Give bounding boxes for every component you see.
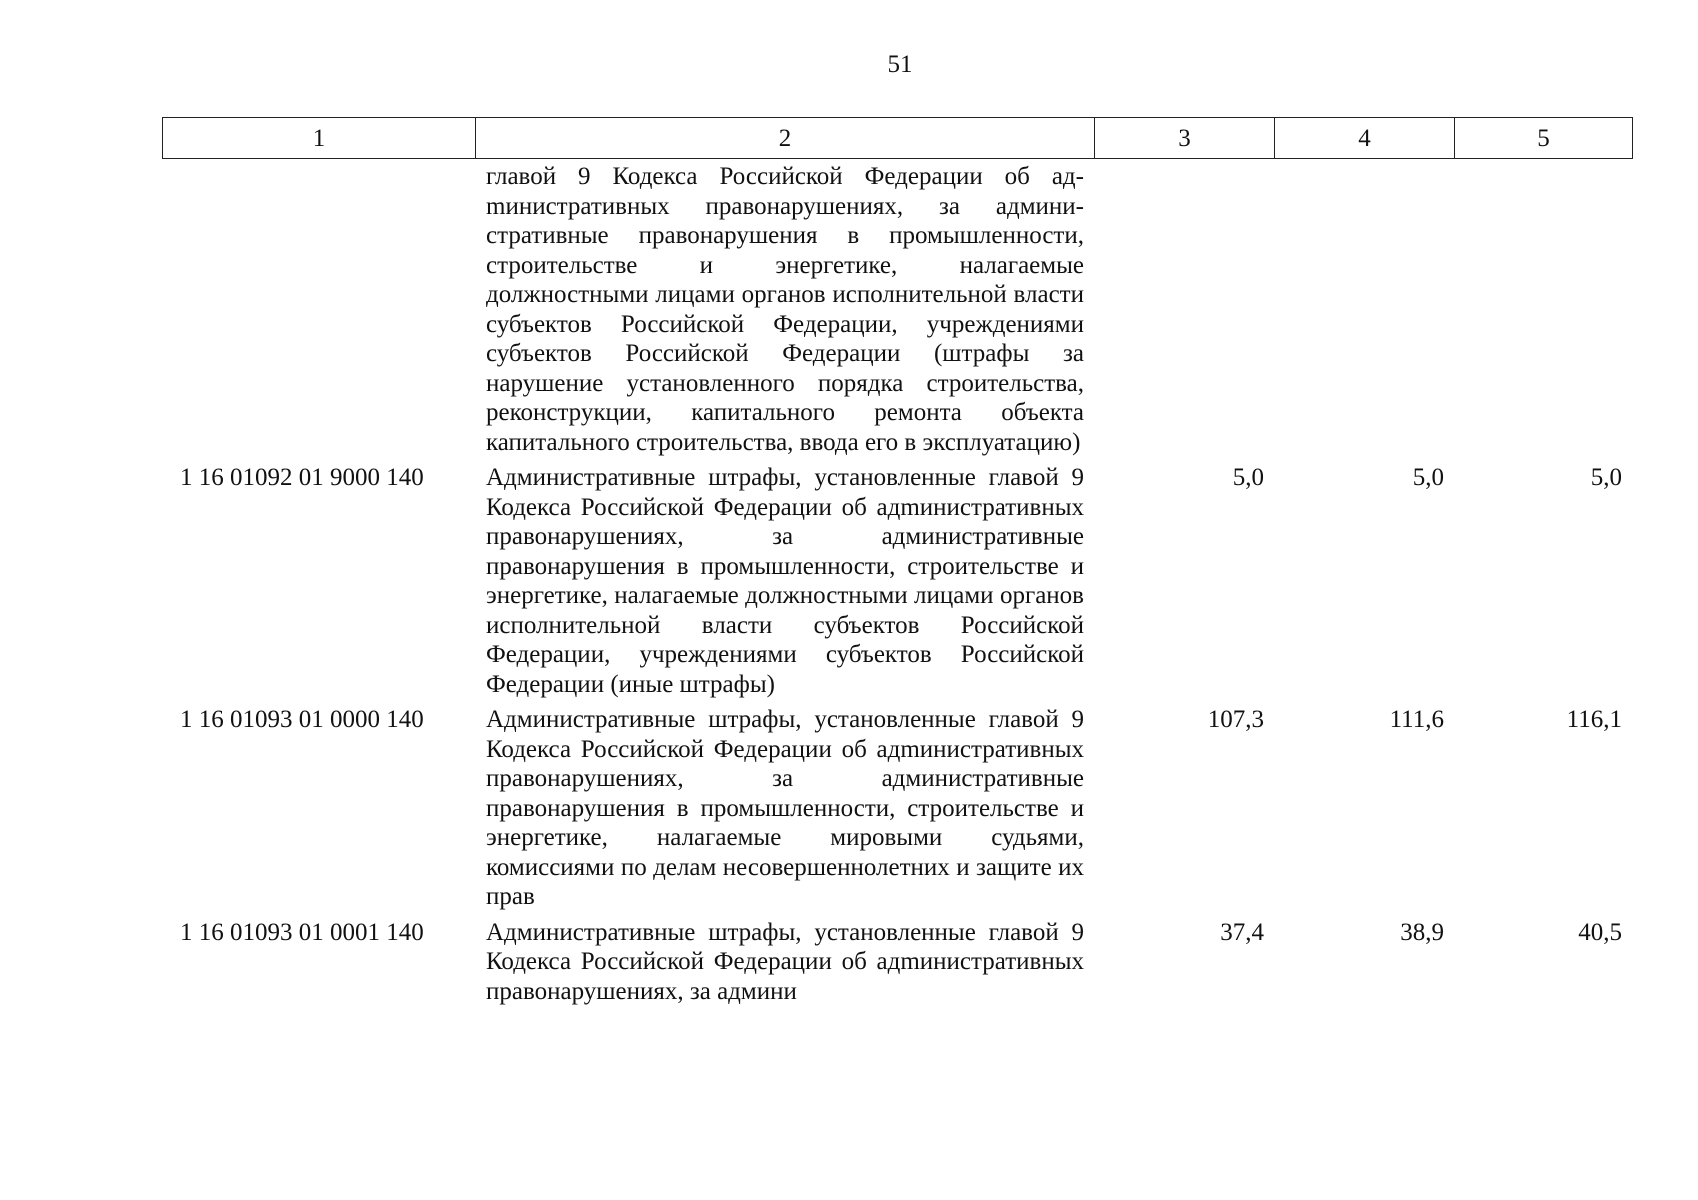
value-col-5: 40,5 bbox=[1578, 918, 1622, 946]
table-row bbox=[162, 918, 1632, 1007]
table-row bbox=[162, 162, 1632, 463]
page-number: 51 bbox=[887, 51, 913, 78]
row-description: Административные штрафы, установленные главой 9 Кодекса Российской Федерации об адmинистративных правонарушениях, за административные правонарушения в промышленности, строительстве и энергетике, налагаемые должностными лицами органов исполнительной власти субъектов Российской Федерации, учреждениями субъектов Российской Федерации (иные штрафы) bbox=[486, 464, 1084, 698]
column-header-5: 5 bbox=[1455, 118, 1633, 159]
table-body bbox=[162, 162, 1632, 1006]
value-col-5: 5,0 bbox=[1590, 464, 1622, 491]
value-col-3: 5,0 bbox=[1232, 464, 1264, 491]
budget-code: 1 16 01093 01 0000 140 bbox=[180, 706, 424, 733]
column-header-3: 3 bbox=[1095, 118, 1275, 159]
header-row bbox=[163, 118, 1633, 159]
table-header bbox=[162, 117, 1633, 159]
table-row bbox=[162, 705, 1632, 918]
value-col-5: 116,1 bbox=[1566, 706, 1622, 733]
table-row bbox=[162, 463, 1632, 705]
column-header-2: 2 bbox=[476, 118, 1095, 159]
value-col-4: 111,6 bbox=[1389, 706, 1444, 733]
value-col-4: 38,9 bbox=[1400, 918, 1444, 946]
column-header-4: 4 bbox=[1275, 118, 1455, 159]
row-description: главой 9 Кодекса Российской Федерации об адmинистративных правонарушениях, за административные правонарушения в промышленности, строительстве и энергетике, налагаемые должностными лицами органов исполнительной власти субъектов Российской Федерации, учреждениями субъектов Российской Федерации (штрафы за нарушение установленного порядка строительства, реконструкции, капитального ремонта объекта капитального строительства, ввода его в эксплуатацию) bbox=[486, 163, 1084, 456]
value-col-4: 5,0 bbox=[1412, 464, 1444, 491]
column-header-1: 1 bbox=[163, 118, 476, 159]
value-col-5 bbox=[1454, 162, 1632, 463]
value-col-3: 37,4 bbox=[1220, 918, 1264, 946]
value-col-3: 107,3 bbox=[1207, 706, 1264, 733]
row-description: Административные штрафы, установленные главой 9 Кодекса Российской Федерации об адmинистративных правонарушениях, за админи bbox=[486, 918, 1084, 1005]
row-description: Административные штрафы, установленные главой 9 Кодекса Российской Федерации об адmинистративных правонарушениях, за административные правонарушения в промышленности, строительстве и энергетике, налагаемые мировыми судьями, комиссиями по делам несовершеннолетних и защите их прав bbox=[486, 706, 1084, 910]
value-col-3 bbox=[1094, 162, 1274, 463]
budget-code: 1 16 01092 01 9000 140 bbox=[180, 464, 424, 491]
budget-code: 1 16 01093 01 0001 140 bbox=[180, 918, 424, 946]
value-col-4 bbox=[1274, 162, 1454, 463]
budget-code bbox=[162, 162, 475, 463]
